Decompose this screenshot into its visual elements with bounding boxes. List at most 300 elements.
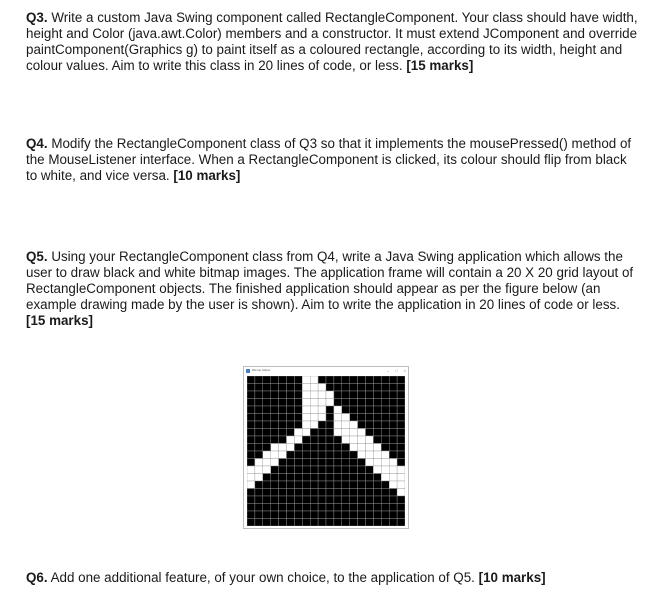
grid-cell[interactable]	[373, 406, 381, 414]
grid-cell[interactable]	[366, 421, 374, 429]
grid-cell[interactable]	[294, 444, 302, 452]
grid-cell[interactable]	[397, 489, 405, 497]
grid-cell[interactable]	[255, 391, 263, 399]
grid-cell[interactable]	[255, 474, 263, 482]
grid-cell[interactable]	[287, 489, 295, 497]
grid-cell[interactable]	[294, 474, 302, 482]
grid-cell[interactable]	[342, 444, 350, 452]
grid-cell[interactable]	[358, 474, 366, 482]
grid-cell[interactable]	[381, 376, 389, 384]
grid-cell[interactable]	[350, 466, 358, 474]
grid-cell[interactable]	[318, 376, 326, 384]
close-icon[interactable]: ×	[403, 368, 406, 373]
grid-cell[interactable]	[381, 519, 389, 527]
grid-cell[interactable]	[287, 459, 295, 467]
grid-cell[interactable]	[381, 474, 389, 482]
grid-cell[interactable]	[350, 436, 358, 444]
grid-cell[interactable]	[302, 436, 310, 444]
grid-cell[interactable]	[342, 451, 350, 459]
grid-cell[interactable]	[318, 489, 326, 497]
grid-cell[interactable]	[326, 474, 334, 482]
grid-cell[interactable]	[350, 511, 358, 519]
grid-cell[interactable]	[302, 406, 310, 414]
grid-cell[interactable]	[279, 384, 287, 392]
grid-cell[interactable]	[247, 504, 255, 512]
grid-cell[interactable]	[279, 376, 287, 384]
grid-cell[interactable]	[389, 429, 397, 437]
grid-cell[interactable]	[381, 481, 389, 489]
grid-cell[interactable]	[302, 376, 310, 384]
grid-cell[interactable]	[318, 436, 326, 444]
grid-cell[interactable]	[334, 391, 342, 399]
grid-cell[interactable]	[366, 391, 374, 399]
grid-cell[interactable]	[263, 444, 271, 452]
grid-cell[interactable]	[326, 511, 334, 519]
grid-cell[interactable]	[397, 444, 405, 452]
grid-cell[interactable]	[358, 436, 366, 444]
grid-cell[interactable]	[310, 496, 318, 504]
grid-cell[interactable]	[263, 391, 271, 399]
grid-cell[interactable]	[287, 406, 295, 414]
grid-cell[interactable]	[373, 376, 381, 384]
grid-cell[interactable]	[263, 459, 271, 467]
grid-cell[interactable]	[287, 376, 295, 384]
grid-cell[interactable]	[255, 384, 263, 392]
grid-cell[interactable]	[366, 444, 374, 452]
grid-cell[interactable]	[302, 459, 310, 467]
grid-cell[interactable]	[342, 406, 350, 414]
minimize-icon[interactable]: –	[387, 368, 390, 373]
grid-cell[interactable]	[294, 406, 302, 414]
grid-cell[interactable]	[310, 451, 318, 459]
grid-cell[interactable]	[294, 436, 302, 444]
grid-cell[interactable]	[389, 496, 397, 504]
grid-cell[interactable]	[373, 519, 381, 527]
grid-cell[interactable]	[373, 481, 381, 489]
grid-cell[interactable]	[342, 376, 350, 384]
grid-cell[interactable]	[389, 384, 397, 392]
grid-cell[interactable]	[310, 399, 318, 407]
grid-cell[interactable]	[366, 429, 374, 437]
grid-cell[interactable]	[318, 444, 326, 452]
grid-cell[interactable]	[310, 406, 318, 414]
grid-cell[interactable]	[326, 421, 334, 429]
grid-cell[interactable]	[302, 391, 310, 399]
grid-cell[interactable]	[350, 391, 358, 399]
grid-cell[interactable]	[294, 459, 302, 467]
grid-cell[interactable]	[263, 384, 271, 392]
grid-cell[interactable]	[287, 444, 295, 452]
grid-cell[interactable]	[350, 451, 358, 459]
grid-cell[interactable]	[263, 489, 271, 497]
grid-cell[interactable]	[397, 504, 405, 512]
grid-cell[interactable]	[263, 421, 271, 429]
grid-cell[interactable]	[247, 421, 255, 429]
grid-cell[interactable]	[279, 474, 287, 482]
grid-cell[interactable]	[247, 384, 255, 392]
grid-cell[interactable]	[366, 406, 374, 414]
grid-cell[interactable]	[326, 451, 334, 459]
grid-cell[interactable]	[247, 466, 255, 474]
grid-cell[interactable]	[294, 399, 302, 407]
grid-cell[interactable]	[247, 429, 255, 437]
grid-cell[interactable]	[397, 459, 405, 467]
grid-cell[interactable]	[381, 414, 389, 422]
grid-cell[interactable]	[318, 384, 326, 392]
grid-cell[interactable]	[247, 489, 255, 497]
grid-cell[interactable]	[366, 489, 374, 497]
grid-cell[interactable]	[397, 376, 405, 384]
grid-cell[interactable]	[342, 489, 350, 497]
grid-cell[interactable]	[326, 444, 334, 452]
grid-cell[interactable]	[373, 474, 381, 482]
grid-cell[interactable]	[326, 466, 334, 474]
grid-cell[interactable]	[358, 481, 366, 489]
grid-cell[interactable]	[271, 496, 279, 504]
grid-cell[interactable]	[389, 406, 397, 414]
grid-cell[interactable]	[373, 391, 381, 399]
grid-cell[interactable]	[326, 399, 334, 407]
grid-cell[interactable]	[271, 406, 279, 414]
grid-cell[interactable]	[263, 451, 271, 459]
grid-cell[interactable]	[342, 474, 350, 482]
grid-cell[interactable]	[279, 391, 287, 399]
grid-cell[interactable]	[318, 414, 326, 422]
grid-cell[interactable]	[294, 451, 302, 459]
grid-cell[interactable]	[310, 391, 318, 399]
grid-cell[interactable]	[271, 414, 279, 422]
grid-cell[interactable]	[326, 436, 334, 444]
grid-cell[interactable]	[302, 414, 310, 422]
grid-cell[interactable]	[310, 474, 318, 482]
grid-cell[interactable]	[271, 519, 279, 527]
grid-cell[interactable]	[358, 391, 366, 399]
grid-cell[interactable]	[247, 406, 255, 414]
grid-cell[interactable]	[342, 504, 350, 512]
grid-cell[interactable]	[302, 496, 310, 504]
grid-cell[interactable]	[342, 421, 350, 429]
grid-cell[interactable]	[279, 504, 287, 512]
grid-cell[interactable]	[342, 496, 350, 504]
grid-cell[interactable]	[334, 504, 342, 512]
grid-cell[interactable]	[342, 429, 350, 437]
grid-cell[interactable]	[247, 451, 255, 459]
grid-cell[interactable]	[279, 406, 287, 414]
grid-cell[interactable]	[373, 429, 381, 437]
grid-cell[interactable]	[294, 391, 302, 399]
grid-cell[interactable]	[326, 384, 334, 392]
grid-cell[interactable]	[350, 496, 358, 504]
grid-cell[interactable]	[366, 459, 374, 467]
grid-cell[interactable]	[397, 496, 405, 504]
grid-cell[interactable]	[294, 376, 302, 384]
grid-cell[interactable]	[255, 436, 263, 444]
grid-cell[interactable]	[263, 481, 271, 489]
grid-cell[interactable]	[287, 414, 295, 422]
grid-cell[interactable]	[287, 466, 295, 474]
grid-cell[interactable]	[334, 376, 342, 384]
grid-cell[interactable]	[373, 504, 381, 512]
grid-cell[interactable]	[294, 481, 302, 489]
grid-cell[interactable]	[358, 496, 366, 504]
grid-cell[interactable]	[279, 459, 287, 467]
grid-cell[interactable]	[334, 466, 342, 474]
grid-cell[interactable]	[271, 376, 279, 384]
grid-cell[interactable]	[334, 511, 342, 519]
grid-cell[interactable]	[318, 496, 326, 504]
grid-cell[interactable]	[389, 376, 397, 384]
grid-cell[interactable]	[350, 444, 358, 452]
grid-cell[interactable]	[350, 481, 358, 489]
grid-cell[interactable]	[271, 511, 279, 519]
grid-cell[interactable]	[326, 504, 334, 512]
grid-cell[interactable]	[263, 496, 271, 504]
grid-cell[interactable]	[287, 429, 295, 437]
grid-cell[interactable]	[271, 489, 279, 497]
grid-cell[interactable]	[358, 429, 366, 437]
grid-cell[interactable]	[279, 519, 287, 527]
grid-cell[interactable]	[247, 496, 255, 504]
grid-cell[interactable]	[326, 376, 334, 384]
grid-cell[interactable]	[389, 391, 397, 399]
grid-cell[interactable]	[373, 451, 381, 459]
grid-cell[interactable]	[310, 421, 318, 429]
grid-cell[interactable]	[247, 474, 255, 482]
grid-cell[interactable]	[287, 474, 295, 482]
grid-cell[interactable]	[358, 489, 366, 497]
grid-cell[interactable]	[373, 399, 381, 407]
grid-cell[interactable]	[310, 504, 318, 512]
grid-cell[interactable]	[326, 391, 334, 399]
grid-cell[interactable]	[342, 391, 350, 399]
grid-cell[interactable]	[350, 429, 358, 437]
grid-cell[interactable]	[302, 481, 310, 489]
grid-cell[interactable]	[294, 429, 302, 437]
grid-cell[interactable]	[310, 384, 318, 392]
grid-cell[interactable]	[358, 451, 366, 459]
grid-cell[interactable]	[279, 481, 287, 489]
grid-cell[interactable]	[334, 474, 342, 482]
grid-cell[interactable]	[247, 511, 255, 519]
grid-cell[interactable]	[287, 384, 295, 392]
grid-cell[interactable]	[263, 399, 271, 407]
grid-cell[interactable]	[263, 511, 271, 519]
grid-cell[interactable]	[342, 414, 350, 422]
maximize-icon[interactable]: □	[395, 368, 398, 373]
grid-cell[interactable]	[381, 421, 389, 429]
grid-cell[interactable]	[271, 421, 279, 429]
grid-cell[interactable]	[263, 429, 271, 437]
grid-cell[interactable]	[350, 504, 358, 512]
grid-cell[interactable]	[271, 466, 279, 474]
grid-cell[interactable]	[271, 436, 279, 444]
grid-cell[interactable]	[342, 519, 350, 527]
grid-cell[interactable]	[342, 384, 350, 392]
grid-cell[interactable]	[255, 414, 263, 422]
grid-cell[interactable]	[318, 459, 326, 467]
grid-cell[interactable]	[358, 519, 366, 527]
grid-cell[interactable]	[318, 391, 326, 399]
grid-cell[interactable]	[342, 399, 350, 407]
grid-cell[interactable]	[310, 436, 318, 444]
grid-cell[interactable]	[310, 519, 318, 527]
grid-cell[interactable]	[366, 451, 374, 459]
grid-cell[interactable]	[366, 414, 374, 422]
grid-cell[interactable]	[389, 399, 397, 407]
grid-cell[interactable]	[397, 511, 405, 519]
grid-cell[interactable]	[389, 481, 397, 489]
grid-cell[interactable]	[263, 474, 271, 482]
grid-cell[interactable]	[381, 466, 389, 474]
grid-cell[interactable]	[302, 429, 310, 437]
grid-cell[interactable]	[263, 466, 271, 474]
grid-cell[interactable]	[326, 459, 334, 467]
grid-cell[interactable]	[247, 481, 255, 489]
grid-cell[interactable]	[326, 406, 334, 414]
grid-cell[interactable]	[263, 414, 271, 422]
grid-cell[interactable]	[279, 489, 287, 497]
grid-cell[interactable]	[389, 414, 397, 422]
grid-cell[interactable]	[255, 376, 263, 384]
grid-cell[interactable]	[366, 504, 374, 512]
grid-cell[interactable]	[358, 421, 366, 429]
grid-cell[interactable]	[397, 474, 405, 482]
grid-cell[interactable]	[255, 451, 263, 459]
grid-cell[interactable]	[287, 451, 295, 459]
grid-cell[interactable]	[255, 444, 263, 452]
grid-cell[interactable]	[302, 421, 310, 429]
grid-cell[interactable]	[381, 436, 389, 444]
grid-cell[interactable]	[350, 399, 358, 407]
grid-cell[interactable]	[334, 436, 342, 444]
grid-cell[interactable]	[318, 421, 326, 429]
grid-cell[interactable]	[271, 391, 279, 399]
grid-cell[interactable]	[310, 459, 318, 467]
grid-cell[interactable]	[318, 519, 326, 527]
grid-cell[interactable]	[397, 384, 405, 392]
grid-cell[interactable]	[350, 406, 358, 414]
grid-cell[interactable]	[255, 511, 263, 519]
grid-cell[interactable]	[271, 451, 279, 459]
grid-cell[interactable]	[287, 504, 295, 512]
grid-cell[interactable]	[366, 511, 374, 519]
grid-cell[interactable]	[287, 481, 295, 489]
grid-cell[interactable]	[350, 421, 358, 429]
grid-cell[interactable]	[279, 421, 287, 429]
grid-cell[interactable]	[358, 444, 366, 452]
grid-cell[interactable]	[350, 489, 358, 497]
grid-cell[interactable]	[287, 496, 295, 504]
grid-cell[interactable]	[397, 519, 405, 527]
grid-cell[interactable]	[373, 444, 381, 452]
grid-cell[interactable]	[350, 474, 358, 482]
grid-cell[interactable]	[358, 459, 366, 467]
grid-cell[interactable]	[358, 414, 366, 422]
grid-cell[interactable]	[334, 519, 342, 527]
grid-cell[interactable]	[397, 466, 405, 474]
grid-cell[interactable]	[381, 451, 389, 459]
grid-cell[interactable]	[397, 429, 405, 437]
grid-cell[interactable]	[350, 376, 358, 384]
grid-cell[interactable]	[318, 466, 326, 474]
grid-cell[interactable]	[279, 414, 287, 422]
grid-cell[interactable]	[302, 519, 310, 527]
grid-cell[interactable]	[381, 429, 389, 437]
grid-cell[interactable]	[310, 429, 318, 437]
grid-cell[interactable]	[334, 451, 342, 459]
grid-cell[interactable]	[302, 489, 310, 497]
grid-cell[interactable]	[310, 466, 318, 474]
grid-cell[interactable]	[271, 481, 279, 489]
grid-cell[interactable]	[294, 421, 302, 429]
grid-cell[interactable]	[389, 489, 397, 497]
grid-cell[interactable]	[302, 444, 310, 452]
grid-cell[interactable]	[366, 496, 374, 504]
grid-cell[interactable]	[334, 399, 342, 407]
grid-cell[interactable]	[287, 421, 295, 429]
grid-cell[interactable]	[310, 489, 318, 497]
grid-cell[interactable]	[397, 406, 405, 414]
grid-cell[interactable]	[247, 399, 255, 407]
grid-cell[interactable]	[279, 451, 287, 459]
grid-cell[interactable]	[366, 481, 374, 489]
grid-cell[interactable]	[366, 399, 374, 407]
grid-cell[interactable]	[373, 436, 381, 444]
grid-cell[interactable]	[287, 391, 295, 399]
grid-cell[interactable]	[302, 384, 310, 392]
grid-cell[interactable]	[389, 421, 397, 429]
grid-cell[interactable]	[287, 519, 295, 527]
grid-cell[interactable]	[358, 466, 366, 474]
grid-cell[interactable]	[381, 399, 389, 407]
grid-cell[interactable]	[318, 406, 326, 414]
grid-cell[interactable]	[271, 429, 279, 437]
grid-cell[interactable]	[247, 414, 255, 422]
grid-cell[interactable]	[397, 436, 405, 444]
grid-cell[interactable]	[334, 489, 342, 497]
grid-cell[interactable]	[279, 429, 287, 437]
grid-cell[interactable]	[350, 414, 358, 422]
grid-cell[interactable]	[255, 504, 263, 512]
grid-cell[interactable]	[334, 459, 342, 467]
grid-cell[interactable]	[294, 511, 302, 519]
grid-cell[interactable]	[358, 384, 366, 392]
grid-cell[interactable]	[263, 406, 271, 414]
grid-cell[interactable]	[334, 429, 342, 437]
grid-cell[interactable]	[366, 384, 374, 392]
grid-cell[interactable]	[342, 511, 350, 519]
grid-cell[interactable]	[358, 399, 366, 407]
grid-cell[interactable]	[255, 519, 263, 527]
grid-cell[interactable]	[318, 474, 326, 482]
grid-cell[interactable]	[389, 504, 397, 512]
grid-cell[interactable]	[247, 519, 255, 527]
grid-cell[interactable]	[342, 459, 350, 467]
grid-cell[interactable]	[397, 451, 405, 459]
grid-cell[interactable]	[263, 504, 271, 512]
grid-cell[interactable]	[318, 504, 326, 512]
grid-cell[interactable]	[247, 444, 255, 452]
grid-cell[interactable]	[255, 496, 263, 504]
grid-cell[interactable]	[294, 504, 302, 512]
grid-cell[interactable]	[389, 451, 397, 459]
grid-cell[interactable]	[263, 376, 271, 384]
grid-cell[interactable]	[318, 481, 326, 489]
grid-cell[interactable]	[279, 466, 287, 474]
grid-cell[interactable]	[302, 466, 310, 474]
grid-cell[interactable]	[334, 406, 342, 414]
grid-cell[interactable]	[389, 444, 397, 452]
